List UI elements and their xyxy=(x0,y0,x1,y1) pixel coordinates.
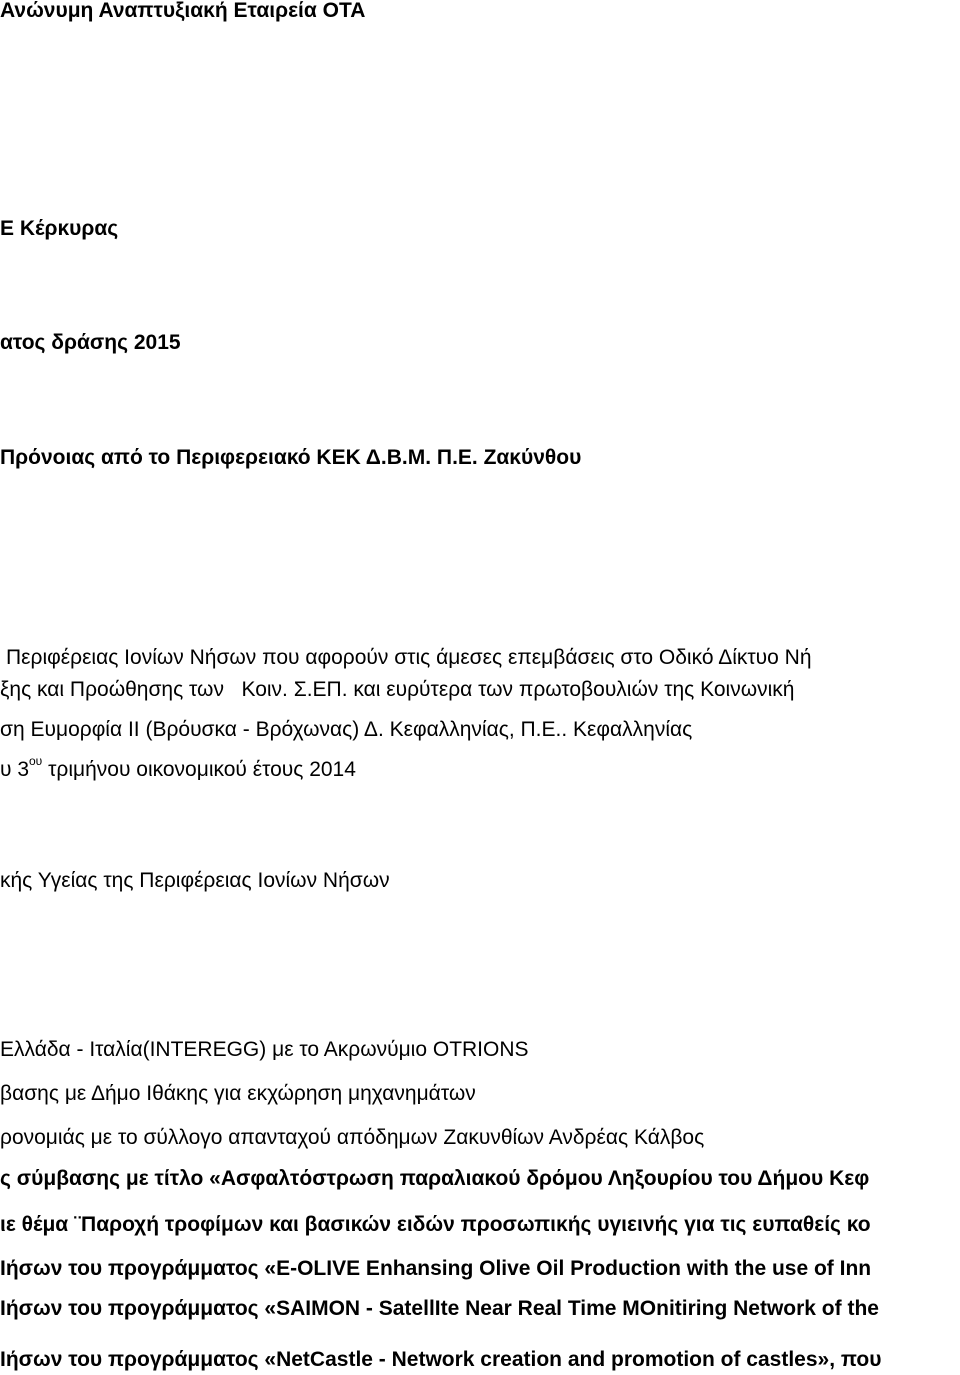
item-ithaca-machinery-text: βασης με Δήμο Ιθάκης για εκχώρηση μηχανημάτων xyxy=(0,1082,476,1105)
item-lixouri-road-text: ς σύμβασης με τίτλο «Ασφαλτόστρωση παραλιακού δρόμου Ληξουρίου του Δήμου Κεφ xyxy=(0,1167,870,1190)
ordinal-superscript: ου xyxy=(29,754,43,768)
item-interreg-text: Ελλάδα - Ιταλία(INTEREGG) με το Ακρωνύμιο OTRIONS xyxy=(0,1038,529,1061)
item-saimon-text: Ιήσων του προγράμματος «SAIMON - SatellIte Near Real Time MOnitiring Network of the xyxy=(0,1297,879,1320)
item-food-supply-text: ιε θέμα ¨Παροχή τροφίμων και βασικών ειδών προσωπικής υγιεινής για τις ευπαθείς κο xyxy=(0,1213,871,1236)
item-evmorfia-text: ση Ευμορφία ΙΙ (Βρόυσκα - Βρόχωνας) Δ. Κεφαλληνίας, Π.Ε.. Κεφαλληνίας xyxy=(0,718,693,741)
heading-line-2: Ε Κέρκυρας xyxy=(0,217,119,240)
item-netcastle-text: Ιήσων του προγράμματος «NetCastle - Network creation and promotion of castles», που xyxy=(0,1348,882,1371)
item-kalvos-association-text: ρονομιάς με το σύλλογο απανταχού απόδημων Ζακυνθίων Ανδρέας Κάλβος xyxy=(0,1126,705,1149)
heading-line-1: Ανώνυμη Αναπτυξιακή Εταιρεία ΟΤΑ xyxy=(0,0,366,22)
item-quarter-report-text: υ $3^{o\upsilon}$ τριμήνου οικονομικού έτους 2014 xyxy=(0,754,356,781)
item-social-economy-text: ξης και Προώθησης των Κοιν. Σ.ΕΠ. και ευρύτερα των πρωτοβουλιών της Κοινωνική xyxy=(0,678,795,701)
heading-line-3: ατος δράσης 2015 xyxy=(0,331,181,354)
item-e-olive-text: Ιήσων του προγράμματος «E-OLIVE Enhansing Olive Oil Production with the use of Inn xyxy=(0,1257,872,1280)
heading-line-4: Πρόνοιας από το Περιφερειακό ΚΕΚ Δ.Β.Μ. Π.Ε. Ζακύνθου xyxy=(0,446,582,469)
item-health-text: κής Υγείας της Περιφέρειας Ιονίων Νήσων xyxy=(0,869,390,892)
item-roads-text: Περιφέρειας Ιονίων Νήσων που αφορούν στις άμεσες επεμβάσεις στο Οδικό Δίκτυο Νή xyxy=(6,646,812,669)
